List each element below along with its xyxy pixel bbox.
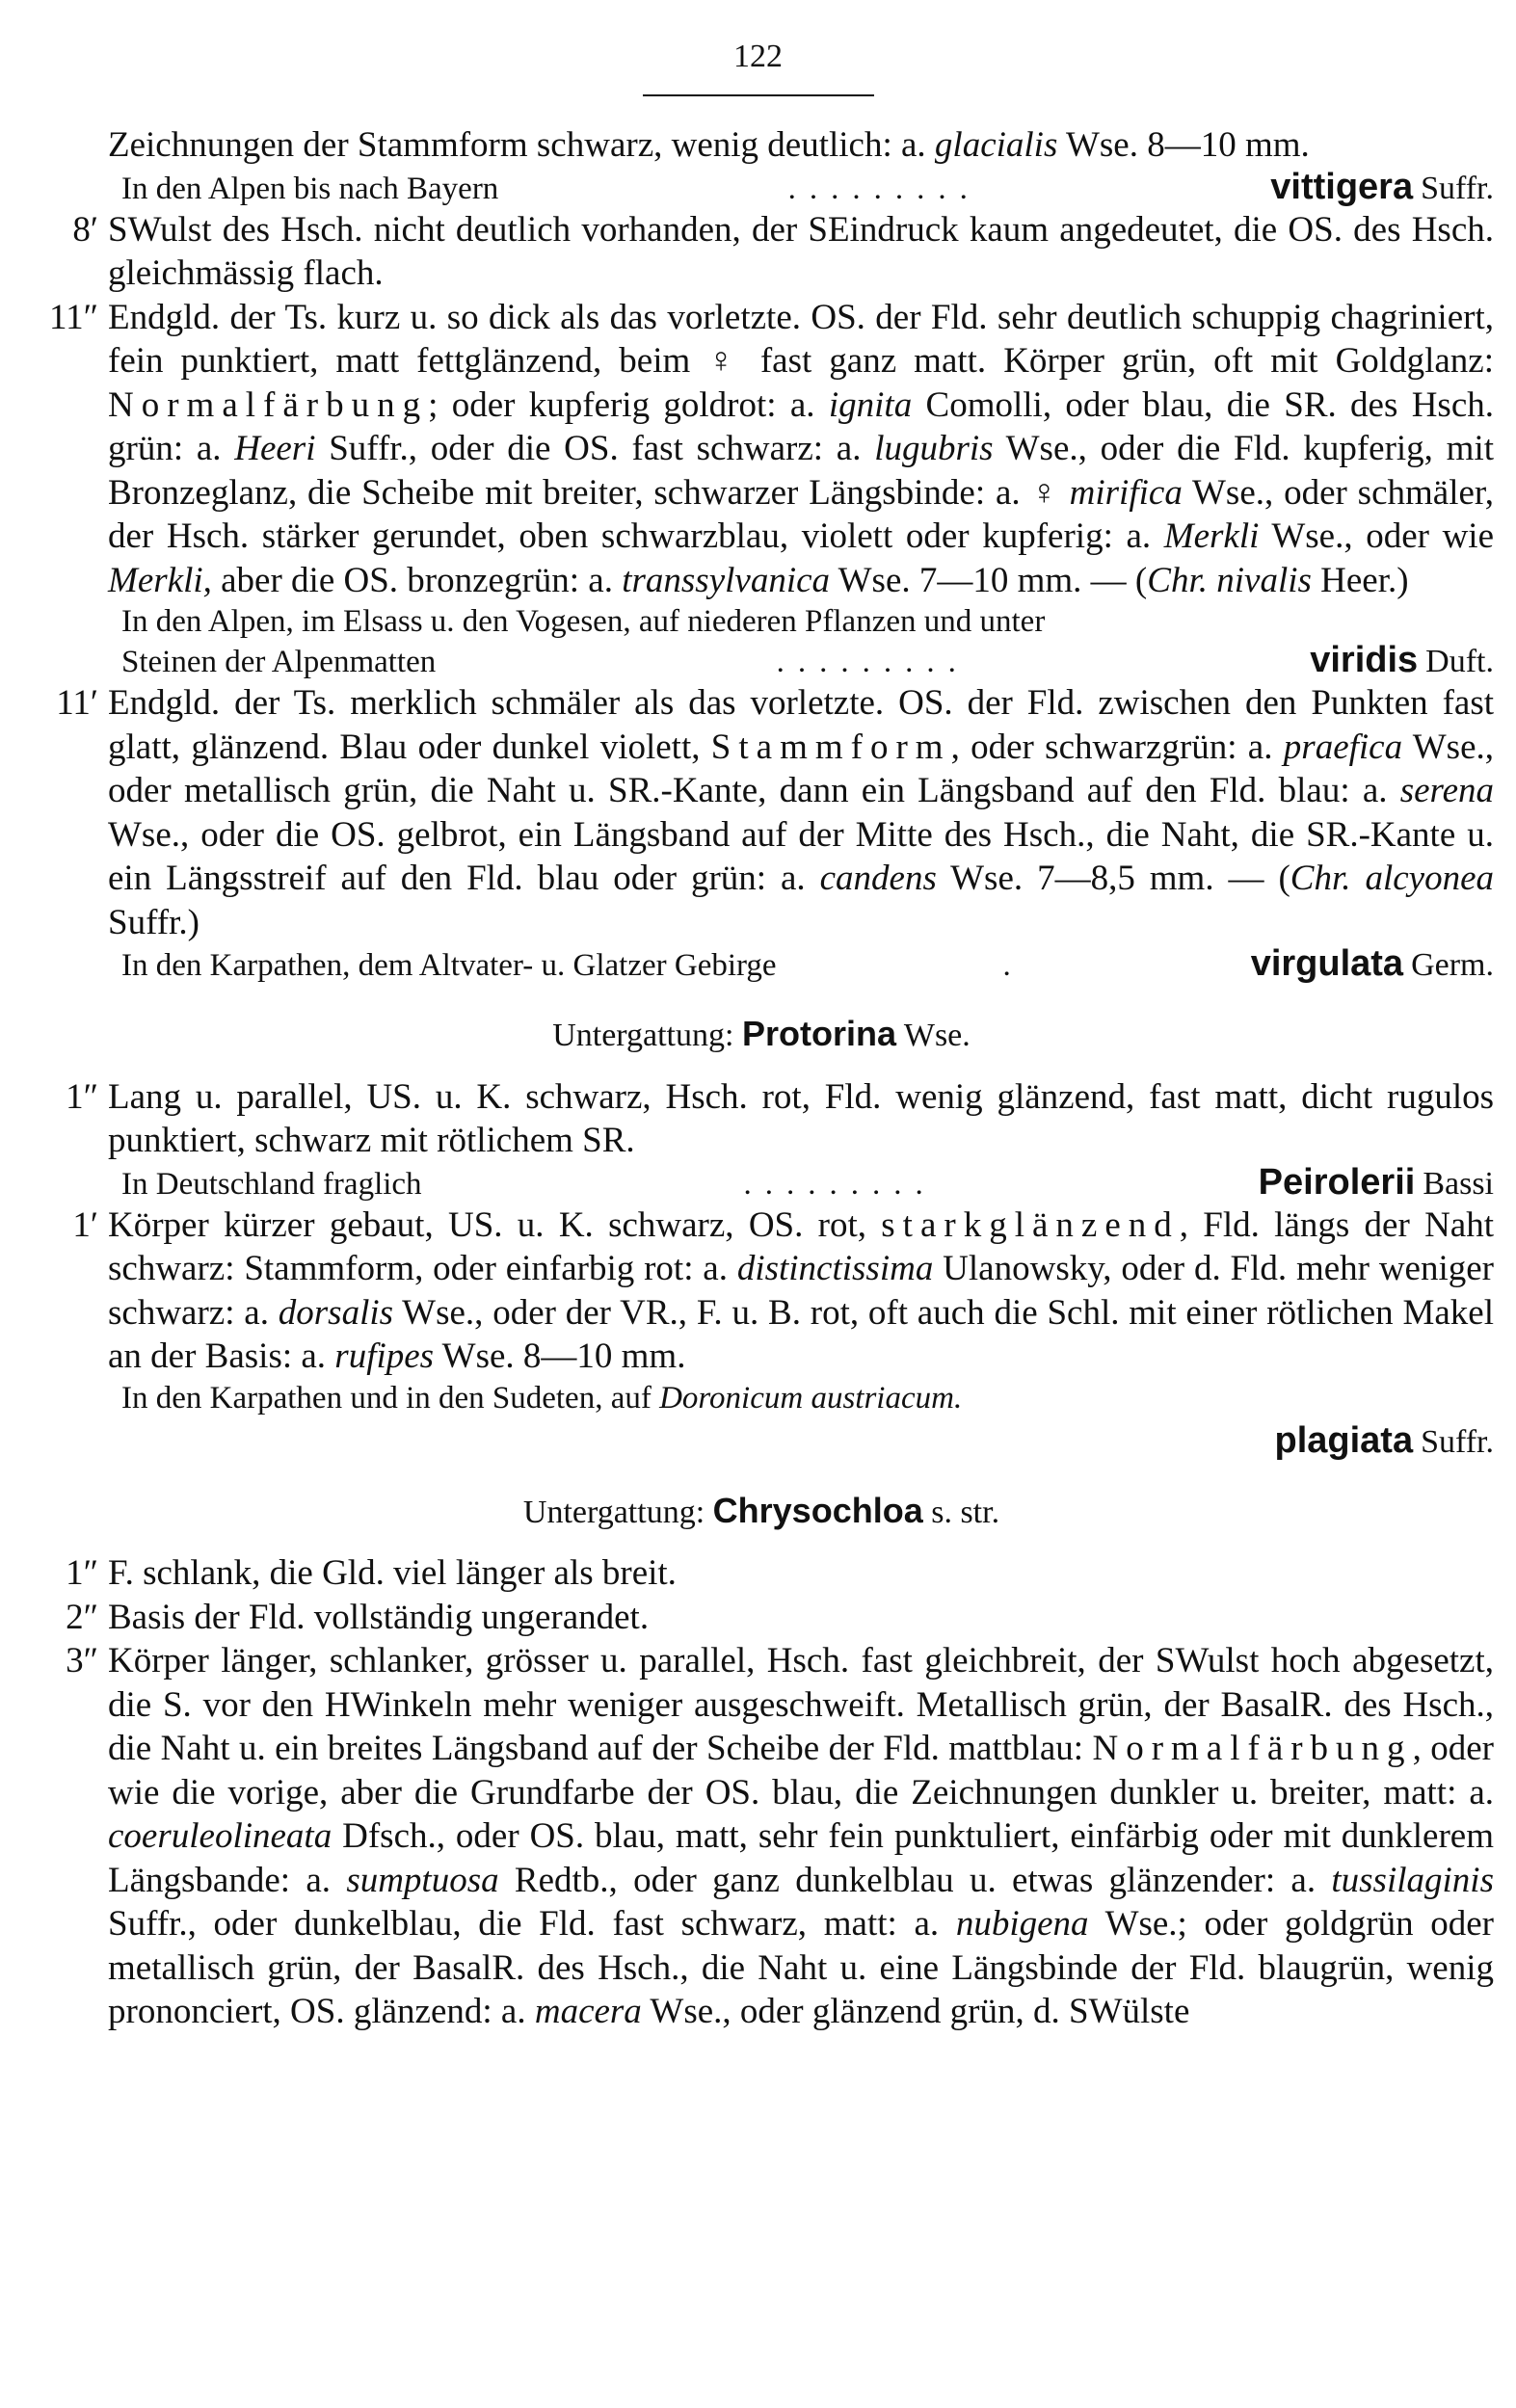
couplet-number: 1′ [72, 1204, 98, 1245]
entry-text: Lang u. parallel, US. u. K. schwarz, Hsch. rot, Fld. wenig glänzend, fast matt, dicht rugulos punktiert, schwarz mit rötlichem SR. [108, 1076, 1494, 1160]
key-text [29, 123, 1494, 2034]
locality-line [29, 944, 1494, 985]
leader-dots: ......... [787, 171, 981, 206]
species-name: plagiata [1274, 1419, 1414, 1461]
page-number: 122 [733, 39, 783, 74]
couplet-number: 11′ [56, 683, 98, 723]
locality-text: Steinen der Alpenmatten [121, 645, 437, 679]
key-entry [29, 1075, 1494, 1163]
species-author: Germ. [1411, 947, 1494, 983]
key-entry [29, 1596, 1494, 1640]
entry-text: F. schlank, die Gld. viel länger als breit. [108, 1553, 677, 1593]
species-name-wrap [1251, 944, 1494, 985]
locality-text: In Deutschland fraglich [121, 1166, 422, 1202]
key-entry [29, 681, 1494, 944]
entry-text: Körper länger, schlanker, grösser u. parallel, Hsch. fast gleichbreit, der SWulst hoch abgesetzt, die S. vor den HWinkeln mehr weniger ausgeschweift. Metallisch grün, der BasalR. des Hsch., die Naht u. ein breites Längsband auf der Scheibe der Fld. mattblau: Normalfärbung, oder wie die vorige, aber die Grundfarbe der OS. blau, die Zeichnungen dunkler u. breiter, matt: a. coeruleolineata Dfsch., oder OS. blau, matt, sehr fein punktuliert, einfärbig oder mit dunklerem Längsbande: a. sumptuosa Redtb., oder ganz dunkelblau u. etwas glänzender: a. tussilaginis Suffr., oder dunkelblau, die Fld. fast schwarz, matt: a. nubigena Wse.; oder goldgrün oder metallisch grün, der BasalR. des Hsch., die Naht u. eine Längsbinde der Fld. blaugrün, wenig prononciert, OS. glänzend: a. macera Wse., oder glänzend grün, d. SWülste [108, 1641, 1494, 2031]
key-entry [29, 296, 1494, 603]
couplet-number: 1″ [66, 1076, 98, 1117]
heading-suffix: s. str. [922, 1494, 1000, 1530]
leader-dots: ......... [743, 1166, 937, 1202]
subgenus-heading [29, 1489, 1494, 1535]
leader-dots: . [1002, 948, 1024, 983]
key-entry [29, 208, 1494, 296]
locality-line [29, 1421, 1494, 1462]
heading-suffix: Wse. [895, 1018, 971, 1053]
heading-prefix: Untergattung: [552, 1018, 742, 1053]
subgenus-heading [29, 1012, 1494, 1058]
entry-text: Basis der Fld. vollständig ungerandet. [108, 1597, 650, 1637]
leader-dots: ......... [776, 645, 970, 679]
entry-text: Körper kürzer gebaut, US. u. K. schwarz, OS. rot, starkglänzend, Fld. längs der Naht schwarz: Stammform, oder einfarbig rot: a. distinctissima Ulanowsky, oder d. Fld. mehr weniger schwarz: a. dorsalis Wse., oder der VR., F. u. B. rot, oft auch die Schl. mit einer rötlichen Makel an der Basis: a. rufipes Wse. 8—10 mm. [108, 1204, 1495, 1376]
couplet-number: 1″ [66, 1553, 98, 1593]
subgenus-name: Chrysochloa [712, 1490, 923, 1530]
species-name-wrap [1275, 1421, 1495, 1462]
species-name: vittigera [1270, 166, 1414, 207]
entry-text: Endgld. der Ts. kurz u. so dick als das vorletzte. OS. der Fld. sehr deutlich schuppig chagriniert, fein punktiert, matt fettglänzend, beim ♀ fast ganz matt. Körper grün, oft mit Goldglanz: Normalfärbung; oder kupferig goldrot: a. ignita Comolli, oder blau, die SR. des Hsch. grün: a. Heeri Suffr., oder die OS. fast schwarz: a. lugubris Wse., oder die Fld. kupferig, mit Bronzeglanz, die Scheibe mit breiter, schwarzer Längsbinde: a. ♀ mirifica Wse., oder schmäler, der Hsch. stärker gerundet, oben schwarzblau, violett oder kupferig: a. Merkli Wse., oder wie Merkli, aber die OS. bronzegrün: a. transsylvanica Wse. 7—10 mm. — (Chr. nivalis Heer.) [108, 297, 1494, 600]
species-author: Bassi [1423, 1165, 1494, 1202]
heading-prefix: Untergattung: [522, 1494, 713, 1530]
locality-text: In den Karpathen, dem Altvater- u. Glatzer Gebirge [121, 948, 777, 983]
header-rule [643, 94, 874, 96]
locality-text: In den Alpen bis nach Bayern [121, 171, 499, 206]
key-paragraph: Zeichnungen der Stammform schwarz, wenig deutlich: a. glacialis Wse. 8—10 mm. [108, 125, 1310, 165]
species-author: Suffr. [1421, 1423, 1494, 1460]
couplet-number: 8′ [72, 209, 98, 250]
locality-line [29, 168, 1494, 208]
couplet-number: 11″ [48, 297, 98, 337]
species-author: Suffr. [1421, 170, 1494, 206]
species-name: viridis [1310, 640, 1419, 680]
species-name: virgulata [1250, 943, 1404, 984]
species-name: Peirolerii [1258, 1161, 1416, 1203]
entry-text: SWulst des Hsch. nicht deutlich vorhanden, der SEindruck kaum angedeutet, die OS. des Hsch. gleichmässig flach. [108, 209, 1494, 293]
species-name-wrap [1259, 1163, 1494, 1204]
locality-line [29, 641, 1494, 681]
entry-text: Endgld. der Ts. merklich schmäler als das vorletzte. OS. der Fld. zwischen den Punkten fast glatt, glänzend. Blau oder dunkel violett, Stammform, oder schwarzgrün: a. praefica Wse., oder metallisch grün, die Naht u. SR.-Kante, dann ein Längsband auf den Fld. blau: a. serena Wse., oder die OS. gelbrot, ein Längsband auf der Mitte des Hsch., die Naht, die SR.-Kante u. ein Längsstreif auf den Fld. blau oder grün: a. candens Wse. 7—8,5 mm. — (Chr. alcyonea Suffr.) [108, 683, 1494, 942]
locality-line [29, 1163, 1494, 1204]
locality-text: In den Karpathen und in den Sudeten, auf Doronicum austriacum. [121, 1380, 963, 1416]
key-entry [29, 1551, 1494, 1596]
species-author: Duft. [1425, 644, 1494, 679]
couplet-number: 2″ [66, 1597, 98, 1637]
subgenus-name: Protorina [741, 1014, 896, 1053]
key-entry [29, 1639, 1494, 2034]
couplet-number: 3″ [66, 1641, 98, 1680]
key-entry [29, 1204, 1494, 1379]
species-name-wrap [1310, 641, 1494, 681]
locality-text: In den Alpen, im Elsass u. den Vogesen, auf niederen Pflanzen und unter [121, 604, 1046, 639]
species-name-wrap [1270, 168, 1494, 208]
